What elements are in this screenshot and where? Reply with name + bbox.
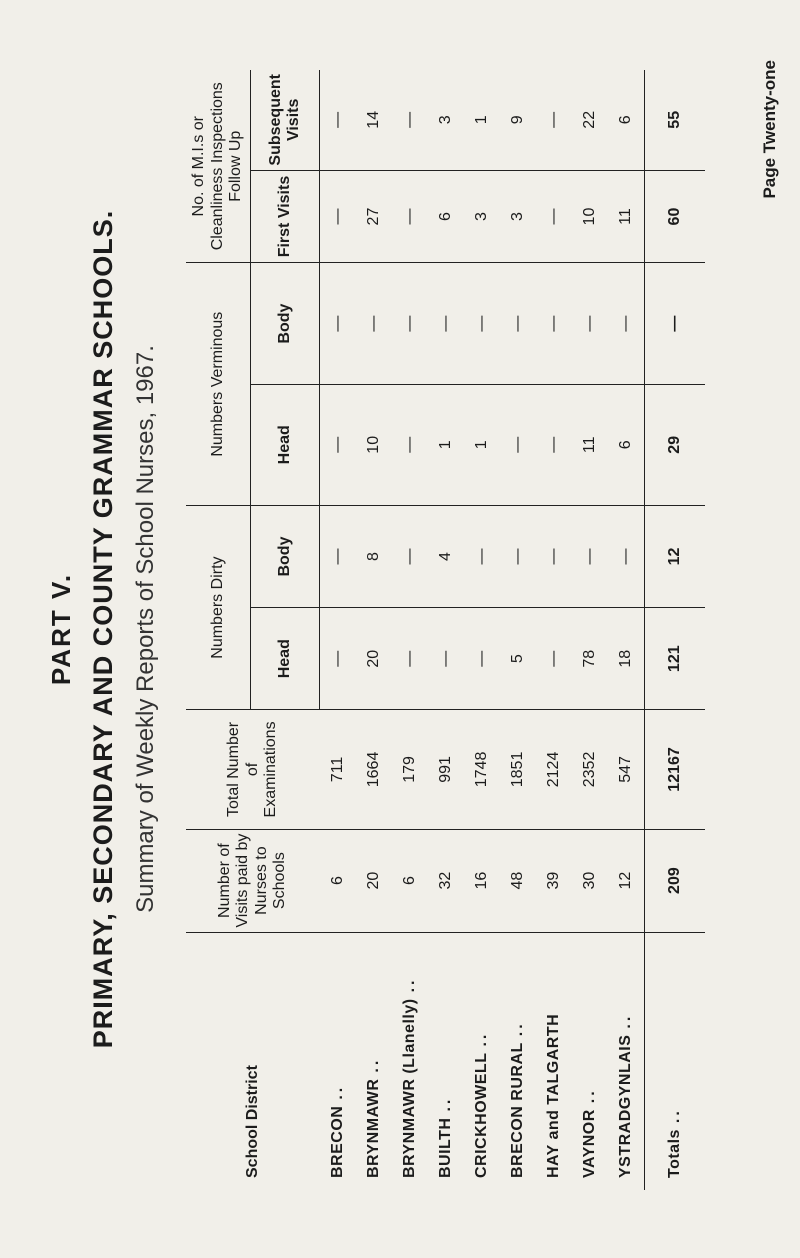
cell-subsequent: 1: [464, 70, 500, 170]
header-numbers-verminous: Numbers Verminous: [186, 263, 251, 505]
header-dirty-head: Head: [251, 608, 320, 710]
cell-verm-body: —: [392, 263, 428, 384]
header-visits: Number of Visits paid by Nurses to Schools: [186, 829, 320, 932]
header-dirty-body: Body: [251, 505, 320, 607]
leader-dots: ..: [666, 1108, 683, 1124]
header-verminous-body: Body: [251, 263, 320, 384]
cell-dirty-body: —: [464, 505, 500, 607]
cell-dirty-head: 121: [645, 608, 706, 710]
table-row: [356, 70, 392, 1190]
cell-visits: 209: [645, 829, 706, 932]
page-title: PRIMARY, SECONDARY AND COUNTY GRAMMAR SCHOOLS.: [88, 209, 118, 1049]
cell-visits: 16: [464, 829, 500, 932]
header-first-visits: First Visits: [251, 170, 320, 263]
cell-first: —: [392, 170, 428, 263]
cell-first: —: [536, 170, 572, 263]
page-subtitle: Summary of Weekly Reports of School Nurses, 1967.: [132, 345, 159, 913]
district-name: BUILTH: [437, 1117, 454, 1178]
cell-verm-head: 6: [608, 384, 645, 505]
cell-dirty-body: —: [500, 505, 536, 607]
table-row: [464, 70, 500, 1190]
cell-verm-body: —: [500, 263, 536, 384]
cell-dirty-head: 18: [608, 608, 645, 710]
leader-dots: ..: [617, 1013, 634, 1029]
cell-dirty-head: 5: [500, 608, 536, 710]
cell-subsequent: 3: [428, 70, 464, 170]
district-name: HAY and TALGARTH: [545, 1013, 562, 1178]
cell-visits: 39: [536, 829, 572, 932]
cell-verm-head: —: [320, 384, 357, 505]
cell-dirty-head: 20: [356, 608, 392, 710]
cell-dirty-body: 4: [428, 505, 464, 607]
cell-dirty-head: —: [392, 608, 428, 710]
cell-exams: 1851: [500, 710, 536, 829]
cell-dirty-body: —: [320, 505, 357, 607]
table-row: [500, 70, 536, 1190]
cell-verm-head: 1: [464, 384, 500, 505]
leader-dots: ..: [401, 977, 418, 993]
cell-verm-body: —: [572, 263, 608, 384]
header-follow-up: No. of M.I.s or Cleanliness Inspections Follow Up: [186, 70, 251, 263]
leader-dots: ..: [581, 1088, 598, 1104]
cell-visits: 30: [572, 829, 608, 932]
cell-verm-body: —: [320, 263, 357, 384]
nurses-report-table: [186, 70, 705, 1190]
cell-subsequent: —: [320, 70, 357, 170]
cell-visits: 32: [428, 829, 464, 932]
cell-verm-head: —: [392, 384, 428, 505]
cell-exams: 991: [428, 710, 464, 829]
district-cell: [428, 932, 464, 1190]
totals-row: [645, 70, 706, 1190]
cell-dirty-head: —: [320, 608, 357, 710]
cell-first: 11: [608, 170, 645, 263]
leader-dots: [545, 1008, 562, 1014]
district-name: YSTRADGYNLAIS: [617, 1034, 634, 1178]
cell-dirty-head: —: [428, 608, 464, 710]
district-cell: [572, 932, 608, 1190]
district-name: VAYNOR: [581, 1109, 598, 1178]
cell-first: 3: [500, 170, 536, 263]
cell-subsequent: —: [392, 70, 428, 170]
cell-verm-body: —: [608, 263, 645, 384]
cell-verm-head: 11: [572, 384, 608, 505]
cell-exams: 2124: [536, 710, 572, 829]
leader-dots: ..: [328, 1084, 346, 1100]
table-row: [536, 70, 572, 1190]
district-cell: [392, 932, 428, 1190]
table-body: [320, 70, 706, 1190]
cell-subsequent: 14: [356, 70, 392, 170]
cell-subsequent: —: [536, 70, 572, 170]
cell-subsequent: 6: [608, 70, 645, 170]
table-row: [608, 70, 645, 1190]
cell-verm-body: —: [645, 263, 706, 384]
cell-first: 27: [356, 170, 392, 263]
district-cell: [464, 932, 500, 1190]
district-name: Totals: [666, 1129, 683, 1178]
cell-first: 10: [572, 170, 608, 263]
cell-dirty-body: 8: [356, 505, 392, 607]
leader-dots: ..: [365, 1057, 382, 1073]
district-name: BRYNMAWR (Llanelly): [401, 998, 418, 1178]
district-name: BRYNMAWR: [365, 1078, 382, 1178]
cell-verm-body: —: [536, 263, 572, 384]
cell-dirty-body: 12: [645, 505, 706, 607]
cell-verm-body: —: [356, 263, 392, 384]
cell-exams: 2352: [572, 710, 608, 829]
cell-subsequent: 22: [572, 70, 608, 170]
cell-dirty-head: 78: [572, 608, 608, 710]
leader-dots: ..: [437, 1096, 454, 1112]
cell-exams: 711: [320, 710, 357, 829]
cell-dirty-head: —: [536, 608, 572, 710]
district-cell: [356, 932, 392, 1190]
district-name: CRICKHOWELL: [473, 1052, 490, 1178]
cell-exams: 1664: [356, 710, 392, 829]
cell-visits: 6: [320, 829, 357, 932]
table-row: [428, 70, 464, 1190]
cell-visits: 6: [392, 829, 428, 932]
cell-first: 6: [428, 170, 464, 263]
cell-visits: 48: [500, 829, 536, 932]
page-footer: Page Twenty-one: [760, 60, 779, 199]
leader-dots: ..: [473, 1031, 490, 1047]
cell-first: —: [320, 170, 357, 263]
cell-dirty-body: —: [536, 505, 572, 607]
cell-exams: 179: [392, 710, 428, 829]
header-examinations: Total Number of Examinations: [186, 710, 320, 829]
cell-verm-body: —: [428, 263, 464, 384]
cell-verm-head: 1: [428, 384, 464, 505]
cell-subsequent: 9: [500, 70, 536, 170]
cell-verm-body: —: [464, 263, 500, 384]
cell-dirty-body: —: [392, 505, 428, 607]
cell-exams: 1748: [464, 710, 500, 829]
district-name: BRECON RURAL: [509, 1042, 526, 1178]
district-cell: [645, 932, 706, 1190]
header-numbers-dirty: Numbers Dirty: [186, 505, 251, 709]
cell-dirty-head: —: [464, 608, 500, 710]
district-cell: [320, 932, 357, 1190]
leader-dots: ..: [509, 1021, 526, 1037]
cell-subsequent: 55: [645, 70, 706, 170]
cell-first: 60: [645, 170, 706, 263]
district-cell: [500, 932, 536, 1190]
cell-visits: 20: [356, 829, 392, 932]
cell-exams: 12167: [645, 710, 706, 829]
part-label: PART V.: [46, 572, 76, 686]
cell-visits: 12: [608, 829, 645, 932]
table-row: [392, 70, 428, 1190]
cell-first: 3: [464, 170, 500, 263]
district-cell: [608, 932, 645, 1190]
district-cell: [536, 932, 572, 1190]
table-row: [320, 70, 357, 1190]
cell-verm-head: —: [500, 384, 536, 505]
cell-dirty-body: —: [572, 505, 608, 607]
cell-exams: 547: [608, 710, 645, 829]
table-row: [572, 70, 608, 1190]
cell-verm-head: —: [536, 384, 572, 505]
header-verminous-head: Head: [251, 384, 320, 505]
cell-verm-head: 29: [645, 384, 706, 505]
header-subsequent-visits: Subsequent Visits: [251, 70, 320, 170]
cell-verm-head: 10: [356, 384, 392, 505]
cell-dirty-body: —: [608, 505, 645, 607]
district-name: BRECON: [328, 1105, 346, 1178]
header-school-district: School District: [243, 1065, 261, 1178]
